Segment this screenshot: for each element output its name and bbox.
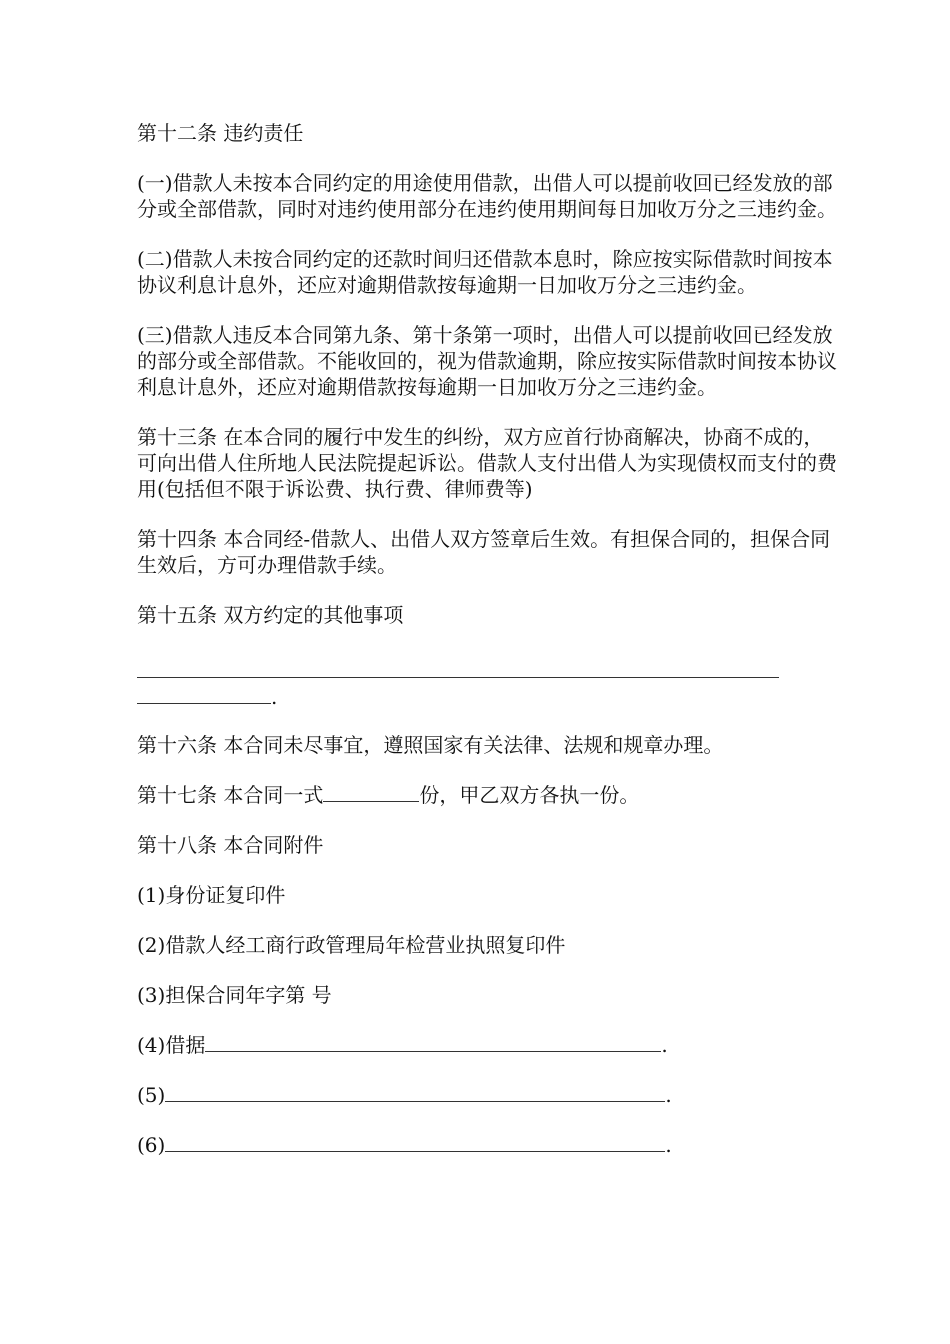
article-17-prefix: 第十七条 本合同一式 bbox=[137, 783, 324, 807]
article-17-suffix: 份，甲乙双方各执一份。 bbox=[419, 783, 640, 807]
period-mark: . bbox=[665, 1133, 672, 1157]
article-12-item-1: (一)借款人未按本合同约定的用途使用借款，出借人可以提前收回已经发放的部分或全部借款，同时对违约使用部分在违约使用期间每日加收万分之三违约金。 bbox=[137, 171, 837, 221]
document-page bbox=[137, 120, 837, 1182]
article-15-title: 第十五条 双方约定的其他事项 bbox=[137, 603, 404, 627]
article-15-blank-lines bbox=[137, 658, 837, 710]
attachment-4-blank bbox=[205, 1033, 661, 1052]
article-13: 第十三条 在本合同的履行中发生的纠纷，双方应首行协商解决，协商不成的，可向出借人住所地人民法院提起诉讼。借款人支付出借人为实现债权而支付的费用(包括但不限于诉讼费、执行费、律师费等) bbox=[137, 425, 837, 501]
period-mark: . bbox=[665, 1083, 672, 1107]
blank-line-1 bbox=[137, 658, 837, 684]
attachment-4-label: (4)借据 bbox=[137, 1033, 206, 1057]
attachment-5-blank bbox=[165, 1083, 665, 1102]
article-18-title: 第十八条 本合同附件 bbox=[137, 833, 324, 857]
period-mark: . bbox=[661, 1033, 668, 1057]
article-12-item-2: (二)借款人未按合同约定的还款时间归还借款本息时，除应按实际借款时间按本协议利息计息外，还应对逾期借款按每逾期一日加收万分之三违约金。 bbox=[137, 247, 833, 297]
copies-blank bbox=[323, 783, 419, 802]
article-12-item-3: (三)借款人违反本合同第九条、第十条第一项时，出借人可以提前收回已经发放的部分或全部借款。不能收回的，视为借款逾期，除应按实际借款时间按本协议利息计息外，还应对逾期借款按每逾期一日加收万分之三违约金。 bbox=[137, 323, 837, 399]
article-12-title: 第十二条 违约责任 bbox=[137, 121, 304, 145]
blank-underline bbox=[137, 685, 271, 704]
attachment-6 bbox=[137, 1132, 837, 1158]
attachment-6-blank bbox=[165, 1133, 665, 1152]
article-16: 第十六条 本合同未尽事宜，遵照国家有关法律、法规和规章办理。 bbox=[137, 733, 724, 757]
blank-underline bbox=[137, 659, 779, 678]
blank-line-2 bbox=[137, 684, 837, 710]
attachment-6-label: (6) bbox=[137, 1133, 166, 1157]
period-mark: . bbox=[271, 685, 278, 709]
article-14: 第十四条 本合同经-借款人、出借人双方签章后生效。有担保合同的，担保合同生效后，方可办理借款手续。 bbox=[137, 527, 831, 577]
attachment-5 bbox=[137, 1082, 837, 1108]
attachment-3: (3)担保合同年字第 号 bbox=[137, 983, 332, 1007]
attachment-4 bbox=[137, 1032, 837, 1058]
attachment-5-label: (5) bbox=[137, 1083, 166, 1107]
attachment-2: (2)借款人经工商行政管理局年检营业执照复印件 bbox=[137, 933, 566, 957]
article-17 bbox=[137, 782, 837, 808]
attachment-1: (1)身份证复印件 bbox=[137, 883, 286, 907]
